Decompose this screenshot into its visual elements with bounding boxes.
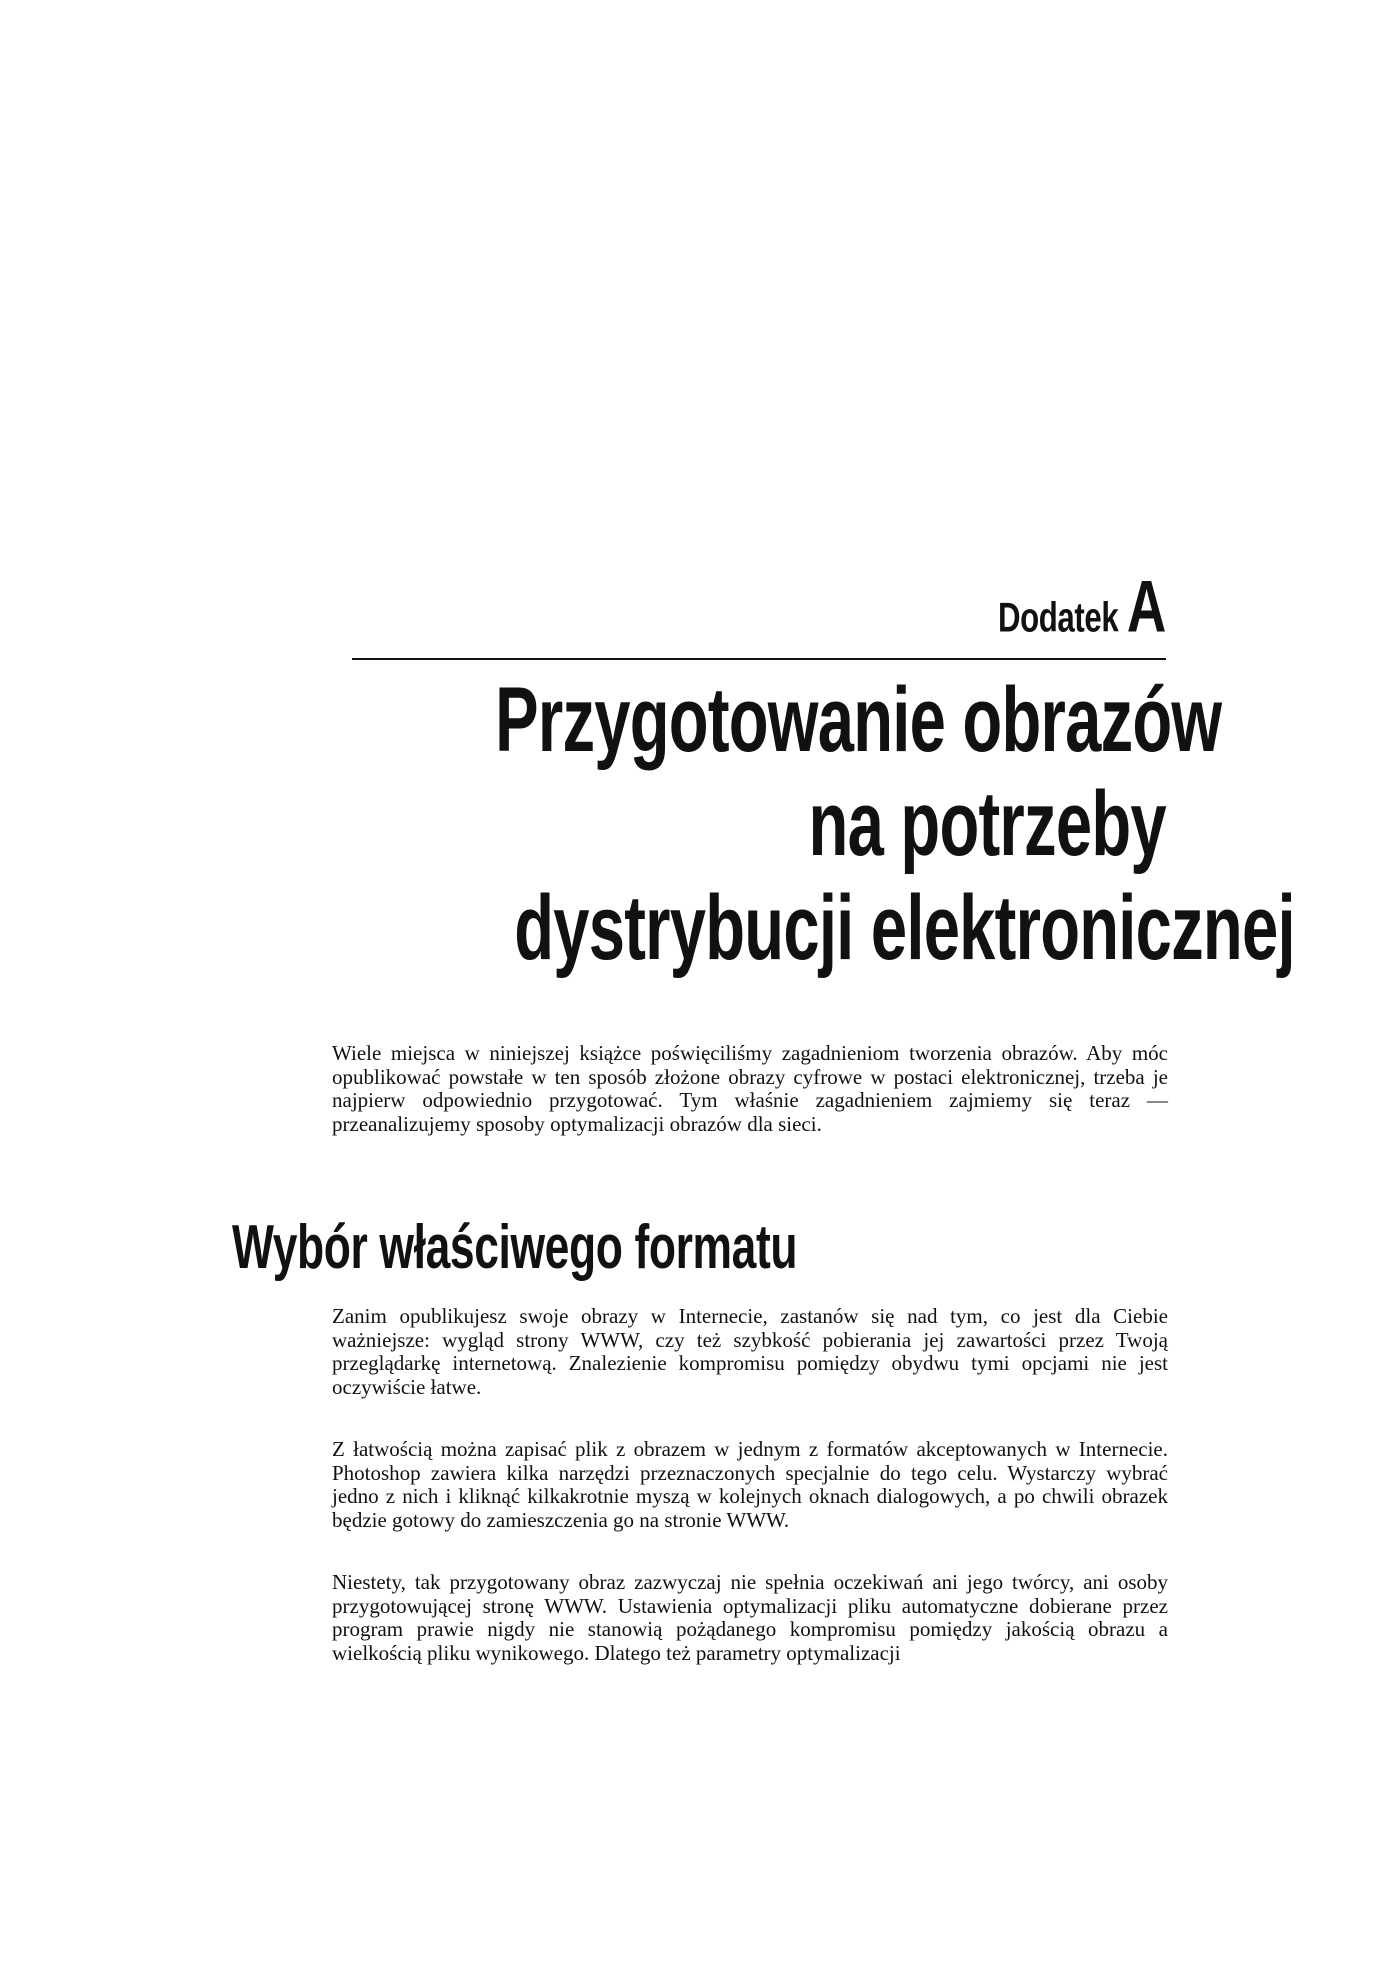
appendix-label: Dodatek	[997, 594, 1118, 642]
body-paragraph-3: Niestety, tak przygotowany obraz zazwyczaj nie spełnia oczekiwań ani jego twórcy, ani osoby przygotowującej stronę WWW. Ustawienia optymalizacji pliku automatyczne dobierane przez program prawie nigdy nie stanowią pożądanego kompromisu pomiędzy jakością obrazu a wielkością pliku wynikowego. Dlatego też parametry optymalizacji	[332, 1570, 1168, 1665]
body-paragraph-1: Zanim opublikujesz swoje obrazy w Internecie, zastanów się nad tym, co jest dla Ciebie ważniejsze: wygląd strony WWW, czy też szybkość pobierania jej zawartości przez Twoją przeglądarkę internetową. Znalezienie kompromisu pomiędzy obydwu tymi opcjami nie jest oczywiście łatwe.	[332, 1304, 1168, 1399]
chapter-title-line-1: Przygotowanie obrazów	[495, 668, 1222, 771]
chapter-title	[240, 668, 1295, 980]
appendix-letter: A	[1127, 565, 1166, 648]
intro-paragraph: Wiele miejsca w niniejszej książce poświęciliśmy zagadnieniom tworzenia obrazów. Aby móc opublikować powstałe w ten sposób złożone obrazy cyfrowe w postaci elektronicznej, trzeba je najpierw odpowiednio przygotować. Tym właśnie zagadnieniem zajmiemy się teraz — przeanalizujemy sposoby optymalizacji obrazów dla sieci.	[332, 1041, 1168, 1136]
chapter-title-line-2: na potrzeby	[808, 772, 1166, 875]
section-heading: Wybór właściwego formatu	[232, 1211, 798, 1282]
chapter-title-line-3: dystrybucji elektronicznej	[514, 876, 1295, 979]
appendix-heading	[352, 565, 1166, 648]
body-paragraph-2: Z łatwością można zapisać plik z obrazem w jednym z formatów akceptowanych w Internecie. Photoshop zawiera kilka narzędzi przeznaczonych specjalnie do tego celu. Wystarczy wybrać jedno z nich i kliknąć kilkakrotnie myszą w kolejnych oknach dialogowych, a po chwili obrazek będzie gotowy do zamieszczenia go na stronie WWW.	[332, 1437, 1168, 1532]
title-divider	[352, 658, 1166, 660]
